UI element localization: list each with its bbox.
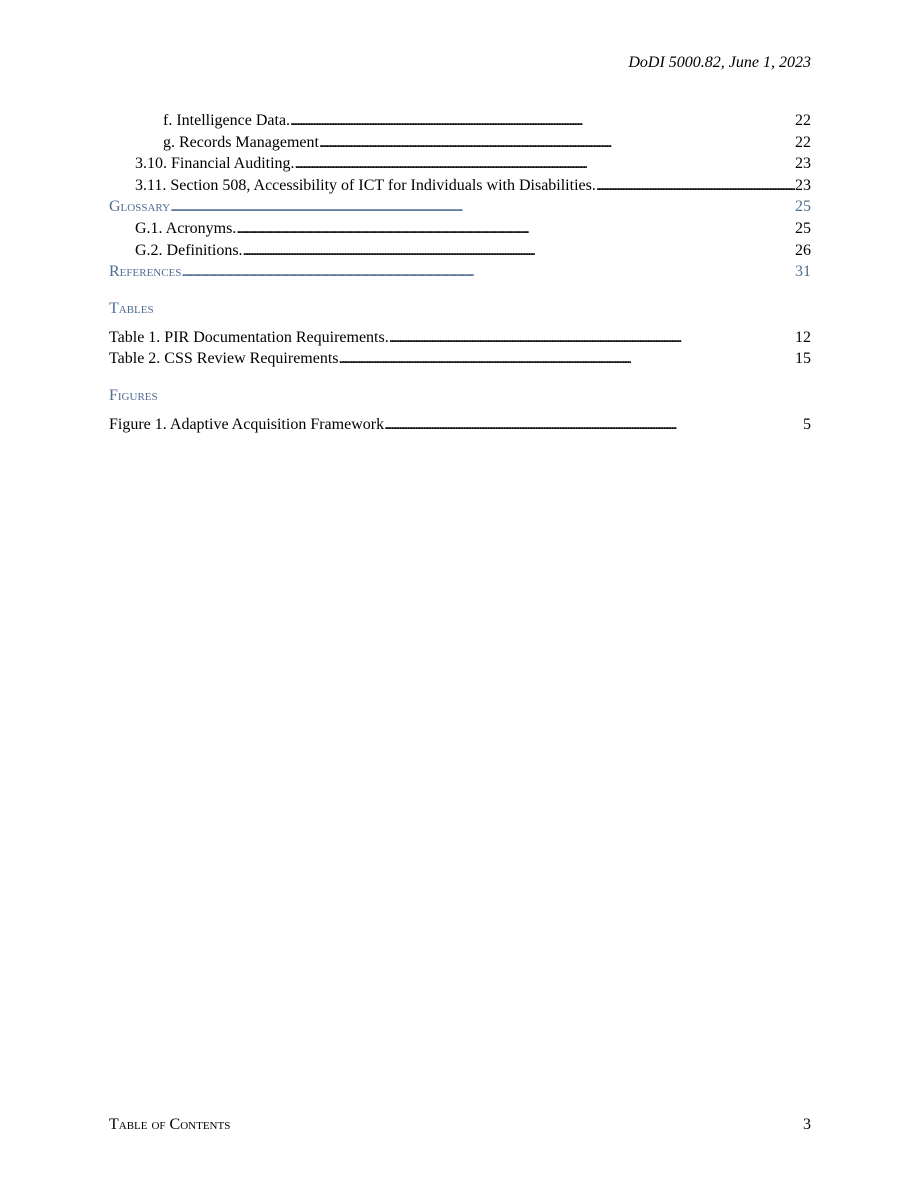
- toc-entry-table-1[interactable]: [109, 327, 811, 349]
- toc-entry-acronyms[interactable]: [109, 218, 811, 240]
- toc-leader-dots: [236, 218, 795, 240]
- toc-entry-label: Glossary: [109, 198, 171, 216]
- toc-entry-page: 15: [795, 350, 811, 368]
- toc-entry-page: 23: [795, 176, 811, 194]
- toc-entry-label: G.2. Definitions.: [135, 241, 243, 259]
- toc-leader-dots: [243, 240, 795, 262]
- toc-leader-dots: [339, 348, 795, 370]
- toc-leader-dots: [170, 196, 795, 218]
- toc-entry-label: g. Records Management: [163, 133, 319, 151]
- toc-entry-label: 3.11. Section 508, Accessibility of ICT for Individuals with Disabilities.: [135, 176, 596, 194]
- toc-entry-page: 31: [795, 263, 811, 281]
- spacer: [109, 283, 811, 297]
- toc-entry-glossary[interactable]: [109, 196, 811, 218]
- toc-entry-figure-1[interactable]: [109, 414, 811, 436]
- toc-entry-label: f. Intelligence Data.: [163, 112, 291, 129]
- toc-entry-label: G.1. Acronyms.: [135, 219, 237, 237]
- toc-leader-dots: [319, 132, 795, 154]
- toc-entry-intelligence-data[interactable]: [109, 110, 811, 132]
- toc-leader-dots: [290, 110, 795, 132]
- toc-entry-page: 23: [795, 155, 811, 173]
- toc-leader-dots: [389, 327, 795, 349]
- toc-entry-page: 22: [795, 112, 811, 129]
- toc-entry-financial-auditing[interactable]: [109, 153, 811, 175]
- toc-entry-references[interactable]: [109, 261, 811, 283]
- toc-entry-label: 3.10. Financial Auditing.: [135, 155, 295, 173]
- toc-entry-page: 22: [795, 133, 811, 151]
- toc-entry-page: 25: [795, 198, 811, 216]
- toc-leader-dots: [384, 414, 803, 436]
- toc-entry-section-508[interactable]: [109, 175, 811, 197]
- tables-heading: Tables: [109, 299, 154, 317]
- figures-heading: Figures: [109, 386, 158, 404]
- toc-entry-label: Table 2. CSS Review Requirements: [109, 350, 339, 368]
- toc-entry-page: 26: [795, 241, 811, 259]
- footer-page-number: 3: [803, 1116, 811, 1133]
- toc-entry-records-management[interactable]: [109, 132, 811, 154]
- toc-entry-page: 12: [795, 328, 811, 346]
- toc-leader-dots: [295, 153, 795, 175]
- toc-leader-dots: [181, 261, 795, 283]
- toc-entry-page: 5: [803, 415, 811, 433]
- toc-entry-page: 25: [795, 219, 811, 237]
- running-header: DoDI 5000.82, June 1, 2023: [628, 54, 811, 71]
- spacer: [109, 370, 811, 384]
- table-of-contents: [109, 110, 811, 436]
- toc-entry-label: Figure 1. Adaptive Acquisition Framework: [109, 415, 385, 433]
- footer-section-name: Table of Contents: [109, 1116, 231, 1133]
- toc-leader-dots: [596, 175, 795, 197]
- toc-entry-definitions[interactable]: [109, 240, 811, 262]
- toc-entry-table-2[interactable]: [109, 348, 811, 370]
- toc-entry-label: References: [109, 263, 182, 281]
- toc-entry-label: Table 1. PIR Documentation Requirements.: [109, 328, 389, 346]
